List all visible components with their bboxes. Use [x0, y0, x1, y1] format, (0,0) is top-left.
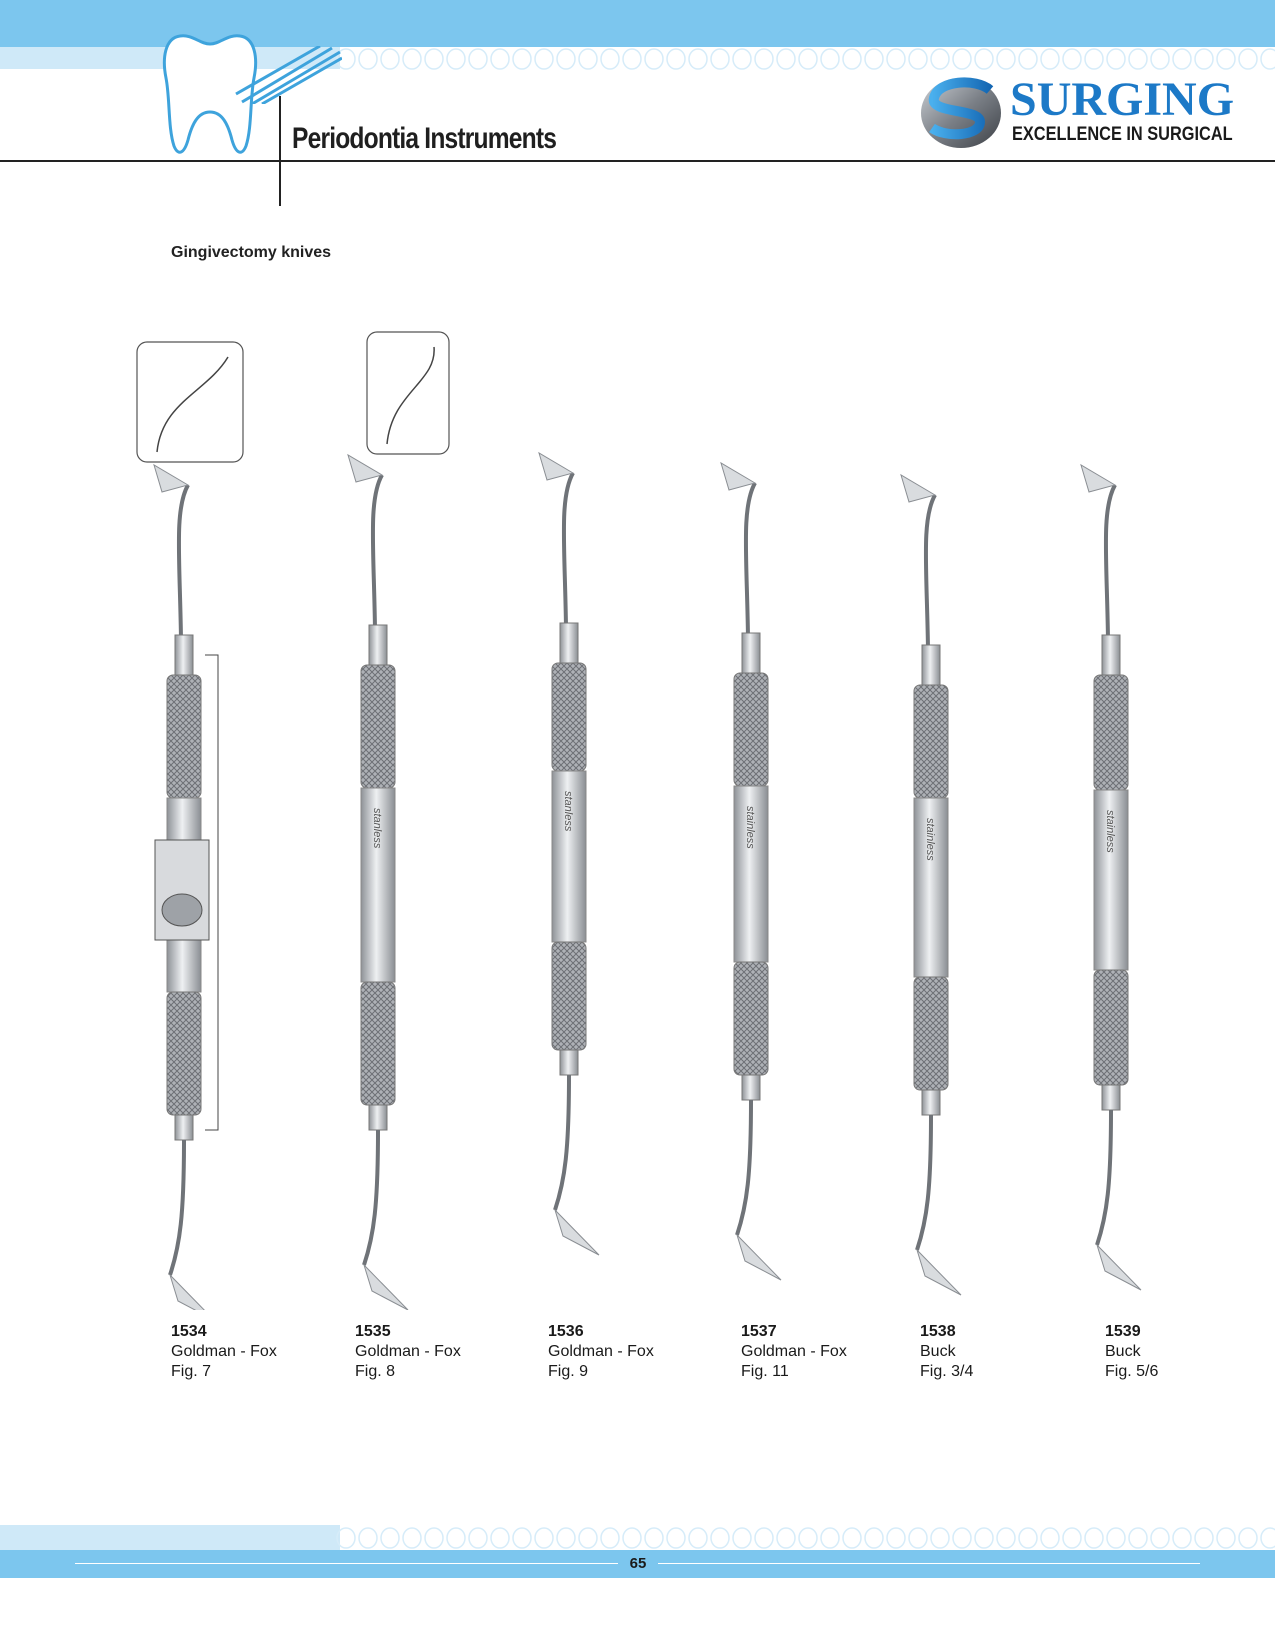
lower-blade	[917, 1250, 961, 1295]
instrument-1537	[721, 463, 781, 1280]
tip-detail-inset-1	[137, 342, 243, 462]
upper-knurled-grip	[734, 673, 768, 786]
item-fig: Fig. 8	[355, 1363, 396, 1380]
scallop-ornament	[425, 1528, 443, 1548]
upper-knurled-grip	[361, 665, 395, 788]
tip-detail-inset-2	[367, 332, 449, 454]
scallop-ornament	[1041, 49, 1059, 69]
upper-blade	[901, 475, 935, 502]
scallop-ornament	[733, 1528, 751, 1548]
upper-ferrule	[742, 633, 760, 673]
handle-engraving: stainless	[1104, 810, 1116, 853]
bottom-scallop-border	[335, 1527, 1275, 1549]
item-code: 1534	[171, 1323, 207, 1340]
instrument-caption-1534	[171, 1322, 277, 1382]
instrument-1539	[1081, 465, 1141, 1290]
instrument-1535	[348, 455, 408, 1310]
upper-blade	[154, 465, 188, 492]
lower-shank	[1097, 1110, 1111, 1245]
scallop-ornament	[535, 49, 553, 69]
scallop-ornament	[1239, 1528, 1257, 1548]
scallop-ornament	[953, 49, 971, 69]
scallop-ornament	[579, 49, 597, 69]
scallop-ornament	[887, 49, 905, 69]
item-code: 1539	[1105, 1323, 1141, 1340]
scallop-ornament	[689, 49, 707, 69]
lower-knurled-grip	[361, 982, 395, 1105]
scallop-ornament	[359, 49, 377, 69]
scallop-ornament	[865, 49, 883, 69]
scallop-ornament	[579, 1528, 597, 1548]
scallop-ornament	[1195, 49, 1213, 69]
scallop-ornament	[667, 49, 685, 69]
instrument-1538	[901, 475, 961, 1295]
lower-shank	[170, 1140, 184, 1275]
scallop-ornament	[557, 49, 575, 69]
upper-blade	[348, 455, 382, 482]
page-title: Periodontia Instruments	[292, 122, 557, 155]
upper-shank	[926, 495, 935, 650]
scallop-ornament	[733, 49, 751, 69]
scallop-ornament	[623, 49, 641, 69]
item-name: Buck	[920, 1343, 956, 1360]
header-rule	[0, 160, 1275, 162]
upper-shank	[746, 483, 755, 638]
instrument-caption-1536	[548, 1322, 654, 1382]
scallop-ornament	[953, 1528, 971, 1548]
lower-knurled-grip	[1094, 970, 1128, 1085]
page-number-box	[618, 1551, 658, 1577]
lower-shank	[917, 1115, 931, 1250]
scallop-ornament	[843, 49, 861, 69]
scallop-ornament	[381, 1528, 399, 1548]
scallop-ornament	[1129, 49, 1147, 69]
lower-shank	[737, 1100, 751, 1235]
scallop-ornament	[689, 1528, 707, 1548]
scallop-ornament	[645, 1528, 663, 1548]
lower-blade	[737, 1235, 781, 1280]
scallop-ornament	[975, 49, 993, 69]
scallop-ornament	[403, 1528, 421, 1548]
scallop-ornament	[1217, 1528, 1235, 1548]
upper-blade	[721, 463, 755, 490]
scallop-ornament	[975, 1528, 993, 1548]
scallop-ornament	[1019, 1528, 1037, 1548]
scallop-ornament	[711, 1528, 729, 1548]
upper-ferrule	[175, 635, 193, 675]
scallop-ornament	[667, 1528, 685, 1548]
scallop-ornament	[1063, 1528, 1081, 1548]
item-name: Goldman - Fox	[741, 1343, 847, 1360]
upper-blade	[539, 453, 573, 480]
scallop-ornament	[403, 49, 421, 69]
scallop-ornament	[447, 1528, 465, 1548]
upper-shank	[179, 485, 188, 640]
handle-engraving: stanless	[562, 791, 574, 832]
scallop-ornament	[469, 49, 487, 69]
scallop-ornament	[1085, 1528, 1103, 1548]
scallop-ornament	[601, 1528, 619, 1548]
item-name: Goldman - Fox	[548, 1343, 654, 1360]
lower-blade	[170, 1275, 214, 1310]
scallop-ornament	[337, 1528, 355, 1548]
scallop-ornament	[1239, 49, 1257, 69]
item-code: 1535	[355, 1323, 391, 1340]
item-code: 1538	[920, 1323, 956, 1340]
handle-engraving: stanless	[371, 808, 383, 849]
upper-ferrule	[1102, 635, 1120, 675]
brand-tagline: EXCELLENCE IN SURGICAL	[1012, 124, 1233, 145]
scallop-ornament	[1195, 1528, 1213, 1548]
scallop-ornament	[557, 1528, 575, 1548]
scallop-ornament	[755, 1528, 773, 1548]
accent-stripes-graphic	[232, 46, 342, 104]
scallop-ornament	[491, 49, 509, 69]
upper-shank	[373, 475, 382, 630]
lower-knurled-grip	[552, 942, 586, 1050]
scallop-ornament	[931, 49, 949, 69]
scallop-ornament	[777, 49, 795, 69]
scallop-ornament	[623, 1528, 641, 1548]
scallop-ornament	[865, 1528, 883, 1548]
scallop-ornament	[469, 1528, 487, 1548]
scallop-ornament	[1261, 49, 1275, 69]
scallop-ornament	[799, 1528, 817, 1548]
scallop-ornament	[1063, 49, 1081, 69]
upper-knurled-grip	[1094, 675, 1128, 790]
item-fig: Fig. 11	[741, 1363, 789, 1380]
lower-blade	[364, 1265, 408, 1310]
scallop-ornament	[909, 49, 927, 69]
bottom-light-band	[0, 1525, 340, 1550]
instrument-caption-1538	[920, 1322, 973, 1382]
handle-engraving: stainless	[744, 806, 756, 849]
section-title: Gingivectomy knives	[171, 244, 332, 261]
page-number: 65	[629, 1555, 647, 1572]
scallop-ornament	[1173, 49, 1191, 69]
upper-knurled-grip	[167, 675, 201, 798]
brand-name: SURGING	[1010, 73, 1235, 126]
scallop-ornament	[1019, 49, 1037, 69]
upper-blade	[1081, 465, 1115, 492]
scallop-ornament	[997, 49, 1015, 69]
item-fig: Fig. 7	[171, 1363, 212, 1380]
item-name: Buck	[1105, 1343, 1141, 1360]
lower-blade	[1097, 1245, 1141, 1290]
scallop-ornament	[447, 49, 465, 69]
header-vertical-rule	[279, 96, 281, 206]
scallop-ornament	[909, 1528, 927, 1548]
item-name: Goldman - Fox	[355, 1343, 461, 1360]
scallop-ornament	[777, 1528, 795, 1548]
lower-knurled-grip	[734, 962, 768, 1075]
instrument-caption-1537	[741, 1322, 847, 1382]
lower-shank	[364, 1130, 378, 1265]
upper-shank	[564, 473, 573, 628]
scallop-ornament	[711, 49, 729, 69]
scallop-ornament	[1151, 1528, 1169, 1548]
lower-blade	[555, 1210, 599, 1255]
scallop-ornament	[1041, 1528, 1059, 1548]
scallop-ornament	[601, 49, 619, 69]
scallop-ornament	[1085, 49, 1103, 69]
top-scallop-border	[335, 48, 1275, 70]
instrument-caption-1539	[1105, 1322, 1158, 1382]
scallop-ornament	[381, 49, 399, 69]
brand-mark-icon	[920, 76, 1002, 150]
scallop-ornament	[645, 49, 663, 69]
scallop-ornament	[535, 1528, 553, 1548]
lower-knurled-grip	[167, 992, 201, 1115]
scallop-ornament	[1151, 49, 1169, 69]
scallop-ornament	[1217, 49, 1235, 69]
upper-shank	[1106, 485, 1115, 640]
scallop-ornament	[843, 1528, 861, 1548]
item-code: 1537	[741, 1323, 777, 1340]
lower-shank	[555, 1075, 569, 1210]
handle-closeup-end	[162, 894, 202, 926]
scallop-ornament	[359, 1528, 377, 1548]
brand-logo	[920, 73, 1250, 156]
item-fig: Fig. 9	[548, 1363, 589, 1380]
scallop-ornament	[1107, 1528, 1125, 1548]
upper-ferrule	[560, 623, 578, 663]
instrument-caption-1535	[355, 1322, 461, 1382]
scallop-ornament	[887, 1528, 905, 1548]
scallop-ornament	[1129, 1528, 1147, 1548]
instrument-1536	[539, 453, 599, 1255]
item-code: 1536	[548, 1323, 584, 1340]
scallop-ornament	[1173, 1528, 1191, 1548]
upper-knurled-grip	[552, 663, 586, 771]
item-fig: Fig. 3/4	[920, 1363, 974, 1380]
scallop-ornament	[513, 1528, 531, 1548]
scallop-ornament	[931, 1528, 949, 1548]
scallop-ornament	[821, 1528, 839, 1548]
item-name: Goldman - Fox	[171, 1343, 277, 1360]
scallop-ornament	[425, 49, 443, 69]
upper-knurled-grip	[914, 685, 948, 798]
upper-ferrule	[369, 625, 387, 665]
handle-engraving: stainless	[924, 818, 936, 861]
scallop-ornament	[755, 49, 773, 69]
item-fig: Fig. 5/6	[1105, 1363, 1159, 1380]
scallop-ornament	[513, 49, 531, 69]
instruments-illustration	[0, 330, 1275, 1310]
scallop-ornament	[821, 49, 839, 69]
scallop-ornament	[997, 1528, 1015, 1548]
scallop-ornament	[799, 49, 817, 69]
scallop-ornament	[1107, 49, 1125, 69]
scallop-ornament	[491, 1528, 509, 1548]
lower-knurled-grip	[914, 977, 948, 1090]
upper-ferrule	[922, 645, 940, 685]
scallop-ornament	[1261, 1528, 1275, 1548]
